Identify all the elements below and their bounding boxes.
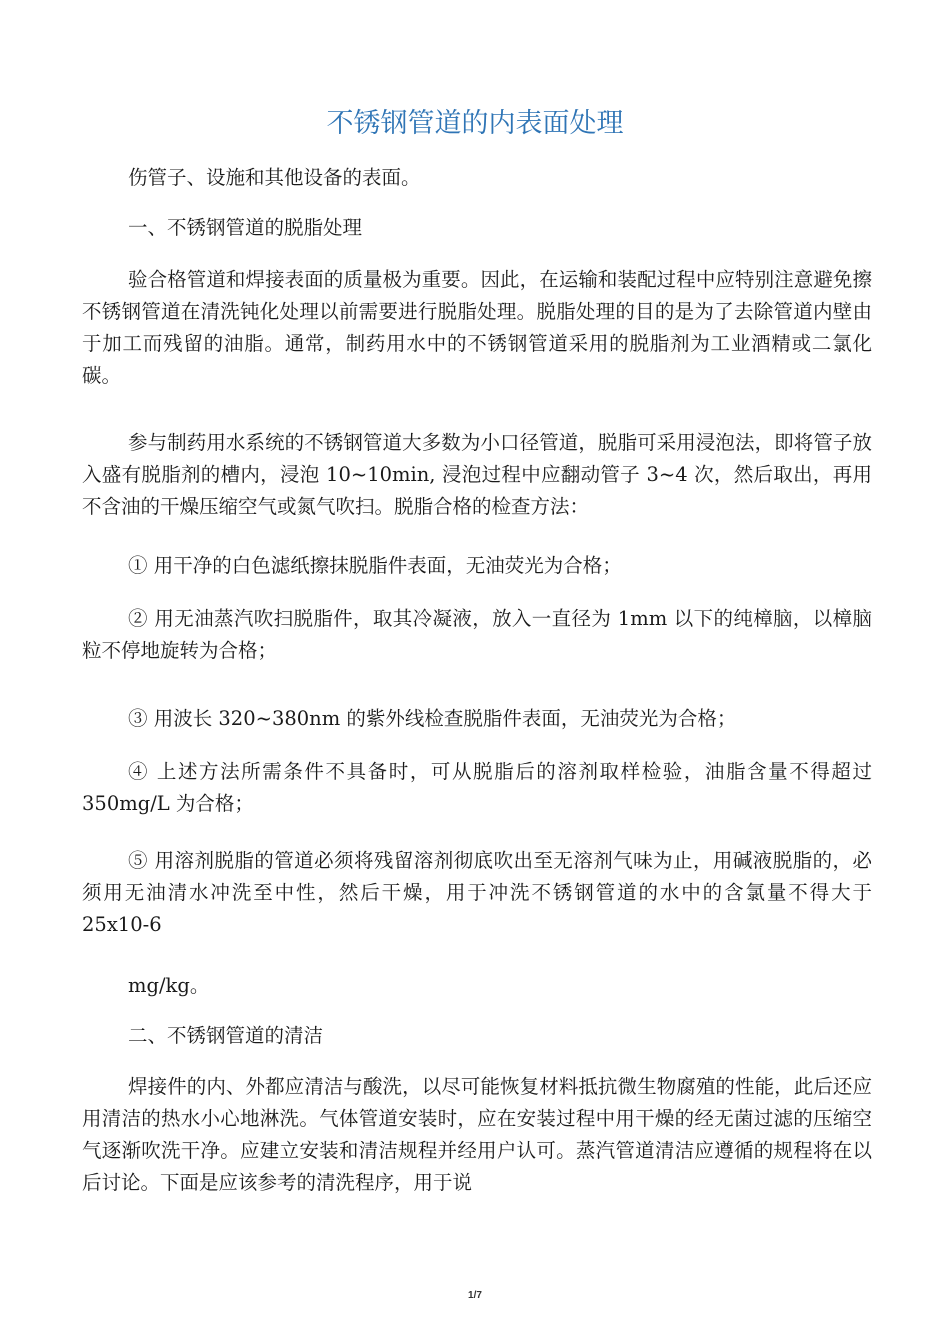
check-method-2: ② 用无油蒸汽吹扫脱脂件，取其冷凝液，放入一直径为 1mm 以下的纯樟脑，以樟脑粒不停地旋转为合格； (82, 607, 872, 662)
paragraph-degreasing-method: 参与制药用水系统的不锈钢管道大多数为小口径管道，脱脂可采用浸泡法，即将管子放入盛有脱脂剂的槽内，浸泡 10~10min, 浸泡过程中应翻动管子 3~4 次，然后取出，再用不含油的干燥压缩空气或氮气吹扫。脱脂合格的检查方法： (82, 431, 872, 518)
paragraph-degreasing-purpose: 验合格管道和焊接表面的质量极为重要。因此，在运输和装配过程中应特别注意避免擦不锈钢管道在清洗钝化处理以前需要进行脱脂处理。脱脂处理的目的是为了去除管道内壁由于加工而残留的油脂。通常，制药用水中的不锈钢管道采用的脱脂剂为工业酒精或二氯化碳。 (82, 268, 872, 387)
check-method-4: ④ 上述方法所需条件不具备时，可从脱脂后的溶剂取样检验，油脂含量不得超过 350mg/L 为合格； (82, 760, 872, 815)
paragraph-intro: 伤管子、设施和其他设备的表面。 (128, 166, 421, 189)
unit-continuation: mg/kg。 (128, 974, 210, 997)
document-title: 不锈钢管道的内表面处理 (326, 108, 624, 139)
check-method-1: ① 用干净的白色滤纸擦抹脱脂件表面，无油荧光为合格； (128, 554, 622, 577)
check-method-5: ⑤ 用溶剂脱脂的管道必须将残留溶剂彻底吹出至无溶剂气味为止，用碱液脱脂的，必须用无油清水冲洗至中性，然后干燥，用于冲洗不锈钢管道的水中的含氯量不得大于 25x10-6 (82, 849, 872, 936)
page-number: 1/7 (468, 1290, 482, 1301)
section-heading-degreasing: 一、不锈钢管道的脱脂处理 (128, 216, 363, 239)
section-heading-cleaning: 二、不锈钢管道的清洁 (128, 1024, 324, 1047)
paragraph-cleaning: 焊接件的内、外都应清洁与酸洗，以尽可能恢复材料抵抗微生物腐殖的性能，此后还应用清洁的热水小心地淋洗。气体管道安装时，应在安装过程中用干燥的经无菌过滤的压缩空气逐渐吹洗干净。应建立安装和清洁规程并经用户认可。蒸汽管道清洁应遵循的规程将在以后讨论。下面是应该参考的清洗程序，用于说 (82, 1075, 872, 1194)
check-method-3: ③ 用波长 320~380nm 的紫外线检查脱脂件表面，无油荧光为合格； (128, 707, 737, 730)
